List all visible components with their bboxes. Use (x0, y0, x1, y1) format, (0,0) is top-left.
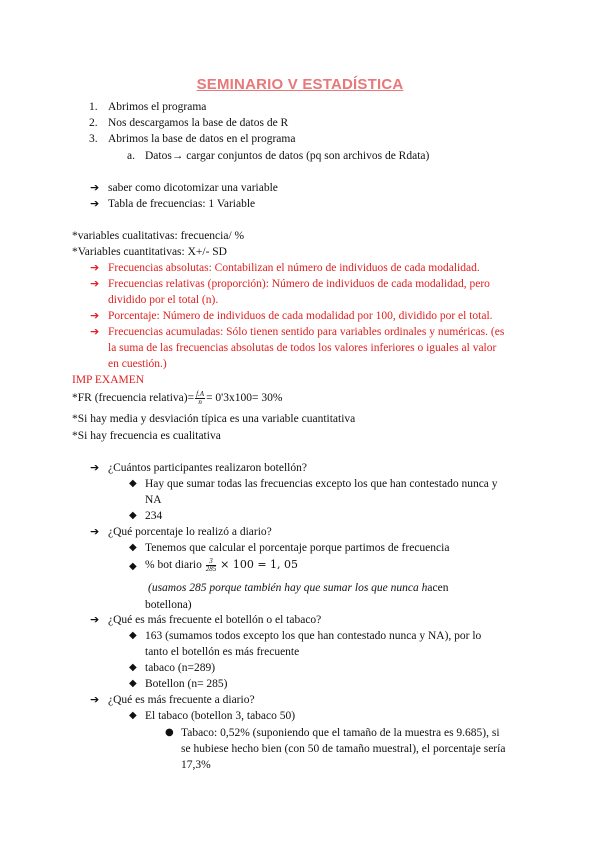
answer-text: NA (145, 494, 162, 506)
diamond-bullet-icon: ◆ (129, 662, 137, 673)
arrow-icon: ➔ (90, 197, 100, 210)
arrow-icon: ➔ (90, 261, 100, 274)
question-text: ¿Qué es más frecuente el botellón o el tabaco? (108, 614, 322, 626)
list-item: Nos descargamos la base de datos de R (108, 117, 289, 129)
definition-text: Frecuencias acumuladas: Sólo tienen sentido para variables ordinales y numéricas. (es (108, 326, 505, 338)
answer-text: Botellon (n= 285) (145, 678, 228, 690)
arrow-icon: ➔ (90, 461, 100, 474)
note-rest: acen (427, 582, 449, 594)
formula-rest: × 100 = 1, 05 (220, 558, 299, 571)
list-letter: a. (127, 150, 135, 162)
list-item: Abrimos la base de datos en el programa (108, 133, 296, 145)
answer-text: 234 (145, 510, 163, 522)
answer-text: tanto el botellón es más frecuente (145, 646, 300, 658)
arrow-icon: ➔ (90, 693, 100, 706)
question-text: ¿Cuántos participantes realizaron botellón? (108, 462, 307, 474)
answer-text: Hay que sumar todas las frecuencias excepto los que han contestado nunca y (145, 478, 498, 490)
note-text: *Variables cuantitativas: X+/- SD (72, 246, 227, 258)
bullet-text: saber como dicotomizar una variable (108, 182, 278, 194)
note-text: *Si hay media y desviación típica es una variable cuantitativa (72, 413, 356, 425)
answer-text: Tenemos que calcular el porcentaje porque partimos de frecuencia (145, 542, 450, 554)
diamond-bullet-icon: ◆ (129, 478, 137, 489)
note-italic: (usamos 285 porque también hay que sumar los que nunca h (148, 582, 428, 594)
answer-text: 163 (sumamos todos excepto los que han contestado nunca y NA), por lo (145, 630, 482, 642)
list-number: 3. (89, 133, 98, 145)
percentage-formula (145, 557, 298, 573)
note-text (148, 580, 448, 596)
arrow-icon: ➔ (90, 309, 100, 322)
answer-text: 17,3% (181, 759, 211, 771)
imp-exam-label: IMP EXAMEN (72, 374, 145, 386)
fraction (206, 558, 217, 573)
fraction-denominator: n (198, 397, 202, 406)
arrow-icon: ➔ (90, 613, 100, 626)
definition-text: Porcentaje: Número de individuos de cada modalidad por 100, dividido por el total. (108, 310, 493, 322)
arrow-icon: ➔ (90, 277, 100, 290)
note-text: *variables cualitativas: frecuencia/ % (72, 230, 245, 242)
definition-text: Frecuencias absolutas: Contabilizan el número de individuos de cada modalidad. (108, 262, 480, 274)
answer-text: tabaco (n=289) (145, 662, 216, 674)
list-item: Datos→ cargar conjuntos de datos (pq son archivos de Rdata) (145, 150, 430, 162)
list-number: 1. (89, 101, 98, 113)
list-number: 2. (89, 117, 98, 129)
diamond-bullet-icon: ◆ (129, 678, 137, 689)
formula-prefix: *FR (frecuencia relativa)= (72, 392, 195, 404)
diamond-bullet-icon: ◆ (129, 542, 137, 553)
question-text: ¿Qué es más frecuente a diario? (108, 694, 255, 706)
page-title: SEMINARIO V ESTADÍSTICA (196, 76, 404, 93)
formula-prefix: % bot diario (145, 559, 202, 571)
answer-text: El tabaco (botellon 3, tabaco 50) (145, 710, 296, 722)
fraction-numerator: f.A (196, 389, 205, 398)
definition-text: en cuestión.) (108, 358, 167, 370)
diamond-bullet-icon: ◆ (129, 710, 137, 721)
answer-text: se hubiese hecho bien (con 50 de tamaño muestral), el porcentaje sería (181, 743, 506, 755)
definition-text: dividido por el total (n). (108, 294, 219, 306)
fraction-denominator: 285 (205, 564, 217, 573)
definition-text: la suma de las frecuencias absolutas de todos los valores inferiores o iguales al valor (108, 342, 497, 354)
list-item: Abrimos el programa (108, 101, 207, 113)
bullet-text: Tabla de frecuencias: 1 Variable (108, 198, 256, 210)
diamond-bullet-icon: ◆ (129, 630, 137, 641)
fraction (195, 391, 205, 406)
note-text: botellona) (145, 599, 192, 611)
diamond-bullet-icon: ◆ (129, 510, 137, 521)
formula-suffix: = 0'3x100= 30% (206, 392, 283, 404)
answer-text: Tabaco: 0,52% (suponiendo que el tamaño de la muestra es 9.685), si (181, 727, 500, 739)
question-text: ¿Qué porcentaje lo realizó a diario? (108, 526, 272, 538)
arrow-icon: ➔ (90, 525, 100, 538)
fraction-numerator: 3 (206, 558, 217, 566)
dot-bullet-icon: ● (165, 727, 174, 738)
arrow-icon: ➔ (90, 325, 100, 338)
definition-text: Frecuencias relativas (proporción): Número de individuos de cada modalidad, pero (108, 278, 490, 290)
arrow-icon: ➔ (90, 181, 100, 194)
fr-formula (72, 390, 282, 406)
note-text: *Si hay frecuencia es cualitativa (72, 430, 221, 442)
diamond-bullet-icon: ◆ (129, 561, 137, 572)
